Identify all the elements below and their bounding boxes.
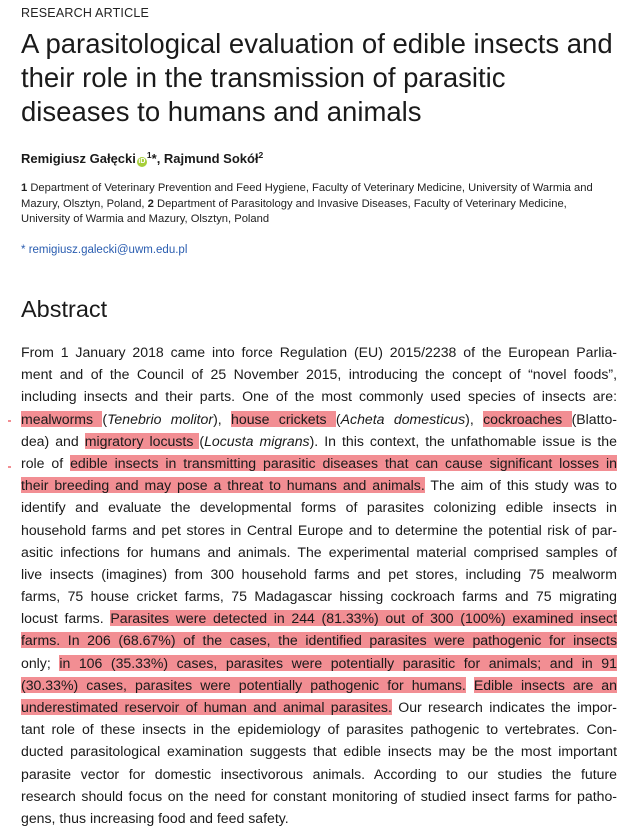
email-star: * xyxy=(21,244,26,256)
abstract-text: household farms and pet stores in Central Europe and to determine the potential risk of par- xyxy=(21,521,617,538)
abstract-text: ( xyxy=(102,410,108,427)
affiliations xyxy=(21,181,596,228)
abstract-text xyxy=(466,677,474,693)
abstract-text: From 1 January 2018 came into force Regulation (EU) 2015/2238 of the European Parlia- xyxy=(21,344,617,360)
abstract-text: role of xyxy=(21,454,71,471)
abstract-line xyxy=(21,585,617,607)
abstract-text: ). In this context, the unfathomable issue is the xyxy=(309,432,617,449)
abstract-text: Our research indicates the impor- xyxy=(391,699,617,715)
abstract-line xyxy=(21,740,617,762)
abstract-text: tant role of these insects in the epidemiology of parasites pathogenic to vertebrates. Con- xyxy=(21,721,617,738)
highlighted-text: cockroaches xyxy=(483,410,572,427)
abstract-line xyxy=(21,385,617,407)
abstract-heading: Abstract xyxy=(21,296,108,322)
abstract-line xyxy=(21,629,617,651)
highlighted-text: Edible insects are an xyxy=(473,676,617,693)
corresponding-email xyxy=(21,244,187,256)
highlighted-text: edible insects in transmitting parasitic diseases that can cause significant losses in xyxy=(70,454,617,471)
abstract-text: identify and evaluate the developmental forms of parasites colonizing edible insects in xyxy=(21,499,617,516)
species-name: Locusta migrans xyxy=(204,432,310,449)
author-list xyxy=(21,150,263,167)
highlighted-text: underestimated reservoir of human and animal parasites. xyxy=(21,699,392,715)
margin-marker xyxy=(8,420,11,422)
author-name[interactable]: Remigiusz Gałęcki xyxy=(21,151,136,166)
article-title: A parasitological evaluation of edible insects and their role in the transmission of parasitic diseases to humans and animals xyxy=(21,28,613,127)
email-link[interactable]: remigiusz.galecki@uwm.edu.pl xyxy=(28,244,188,256)
abstract-text: farms, 75 house cricket farms, 75 Madagascar hissing cockroach farms and 75 migrating xyxy=(21,588,617,605)
orcid-icon[interactable]: iD xyxy=(138,158,146,165)
abstract-text: ), xyxy=(465,410,484,427)
abstract-line xyxy=(21,341,617,363)
abstract-line xyxy=(21,452,617,474)
author-separator: , xyxy=(156,151,164,166)
highlighted-text: farms. In 206 (68.67%) of the cases, the identified parasites were pathogenic for insects xyxy=(21,632,617,649)
abstract-line xyxy=(21,430,617,452)
author-name[interactable]: Rajmund Sokół xyxy=(163,151,259,166)
abstract-text: (Blatto- xyxy=(571,410,617,427)
abstract-text: asitic infections for humans and animals. The experimental material comprised samples of xyxy=(21,543,617,560)
highlighted-text: house crickets xyxy=(231,410,336,427)
highlighted-text: in 106 (35.33%) cases, parasites were potentially parasitic for animals; and in 91 xyxy=(59,654,617,671)
species-name: Acheta domesticus xyxy=(340,410,466,427)
abstract-text: only; xyxy=(21,654,60,671)
highlighted-text: migratory locusts xyxy=(84,432,200,449)
margin-marker xyxy=(8,466,11,468)
affiliation-number: 2 xyxy=(147,197,154,210)
abstract-text: ment and of the Council of 25 November 2015, introducing the concept of “novel foods”, xyxy=(21,366,617,383)
highlighted-text: (30.33%) cases, parasites were potentially pathogenic for humans. xyxy=(21,676,466,693)
abstract-line xyxy=(21,607,617,629)
abstract-line xyxy=(21,652,617,674)
abstract-line xyxy=(21,563,617,585)
highlighted-text: their breeding and may pose a threat to humans and animals. xyxy=(21,477,425,494)
affiliation-text: Department of Veterinary Prevention and Feed Hygiene, Faculty of Veterinary Medicine, University of Warmia and Mazury, Olsztyn, Poland, xyxy=(21,182,593,210)
abstract-line xyxy=(21,496,617,518)
abstract-text: including insects and their parts. One of the most commonly used species of insects are: xyxy=(21,388,617,405)
abstract-text: ducted parasitological examination suggests that edible insects may be the most important xyxy=(21,743,617,760)
affiliation-text: Department of Parasitology and Invasive Diseases, Faculty of Veterinary Medicine, University of Warmia and Mazury, Olsztyn, Poland xyxy=(21,197,567,225)
abstract-line xyxy=(21,363,617,385)
abstract-line xyxy=(21,807,617,829)
abstract-text: parasite vector for domestic insectivorous animals. According to our studies the future xyxy=(21,765,617,782)
article-type-label: RESEARCH ARTICLE xyxy=(21,6,150,20)
abstract-line xyxy=(21,763,617,785)
abstract-text: ( xyxy=(335,410,341,427)
abstract-line xyxy=(21,674,617,696)
abstract-text: ( xyxy=(199,432,205,449)
abstract-text: ), xyxy=(213,410,232,427)
abstract-text: live insects (imagines) from 300 household farms and pet stores, including 75 mealworm xyxy=(21,565,617,582)
highlighted-text: Parasites were detected in 244 (81.33%) out of 300 (100%) examined insect xyxy=(110,610,617,627)
author-affiliation-sup: 1 xyxy=(146,150,152,160)
abstract-line xyxy=(21,408,617,430)
abstract-line xyxy=(21,718,617,740)
species-name: Tenebrio molitor xyxy=(107,410,214,427)
abstract-body xyxy=(21,341,617,829)
affiliation-number: 1 xyxy=(21,182,28,194)
abstract-text: gens, thus increasing food and feed safety. xyxy=(21,809,289,826)
highlighted-text: mealworms xyxy=(21,410,103,427)
abstract-text: research should focus on the need for constant monitoring of studied insect farms for patho- xyxy=(21,787,617,804)
abstract-text: dea) and xyxy=(21,432,85,449)
author-affiliation-sup: 2 xyxy=(258,150,264,160)
abstract-line xyxy=(21,696,617,718)
abstract-line xyxy=(21,785,617,807)
corresponding-star: * xyxy=(151,151,157,166)
abstract-text: locust farms. xyxy=(21,610,111,627)
abstract-line xyxy=(21,519,617,541)
abstract-line xyxy=(21,474,617,496)
abstract-line xyxy=(21,541,617,563)
abstract-text: The aim of this study was to xyxy=(424,477,617,494)
